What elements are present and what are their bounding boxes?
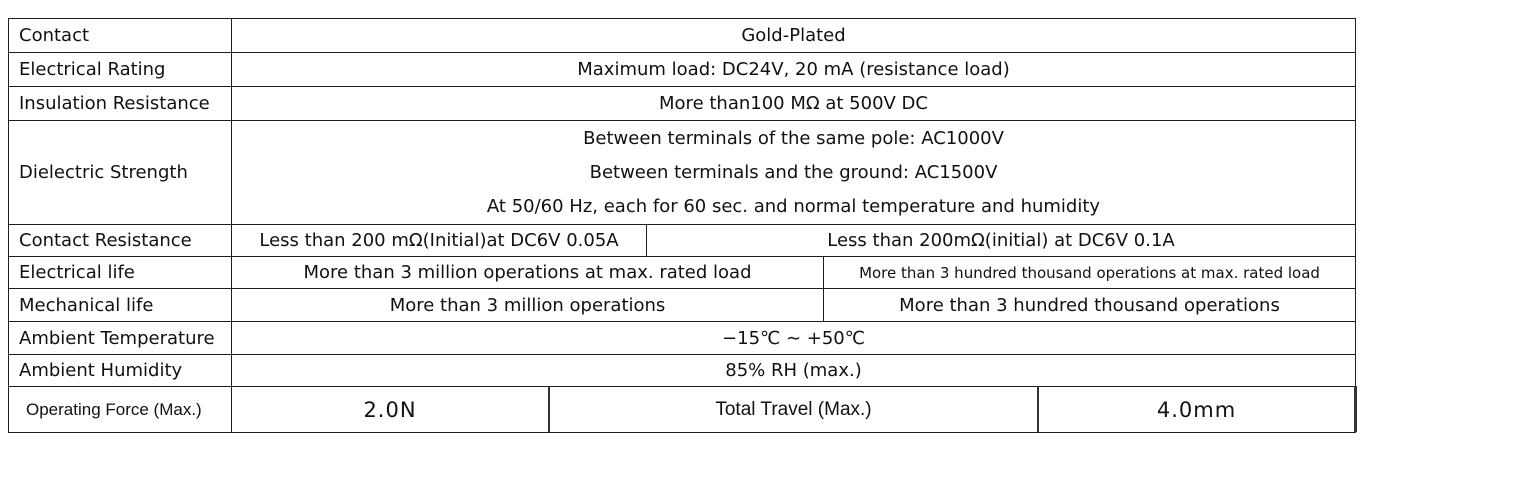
contact-resistance-value-1: Less than 200 mΩ(Initial)at DC6V 0.05A <box>259 230 619 251</box>
contact-resistance-label: Contact Resistance <box>19 230 192 251</box>
total-travel-label: Total Travel (Max.) <box>715 398 872 420</box>
ambient-humidity-label: Ambient Humidity <box>19 360 183 381</box>
spec-table <box>8 18 1356 432</box>
mechanical-life-label: Mechanical life <box>19 294 154 316</box>
ambient-humidity-value: 85% RH (max.) <box>725 360 862 381</box>
operating-force-value: 2.0N <box>363 397 417 422</box>
total-travel-value: 4.0mm <box>1156 397 1237 422</box>
dielectric-strength-label: Dielectric Strength <box>19 162 188 183</box>
insulation-resistance-value: More than100 MΩ at 500V DC <box>659 93 928 114</box>
table-right-border <box>1355 18 1356 432</box>
ambient-temperature-value: −15℃ ∼ +50℃ <box>722 327 865 349</box>
ambient-temperature-label: Ambient Temperature <box>19 327 215 349</box>
row-divider <box>8 432 1356 433</box>
dielectric-line-1: Between terminals of the same pole: AC1000V <box>583 127 1004 149</box>
insulation-resistance-label: Insulation Resistance <box>19 93 210 114</box>
dielectric-line-3: At 50/60 Hz, each for 60 sec. and normal temperature and humidity <box>486 196 1101 217</box>
dielectric-line-2: Between terminals and the ground: AC1500V <box>589 161 998 183</box>
mechanical-life-value-2: More than 3 hundred thousand operations <box>899 294 1280 316</box>
electrical-rating-label: Electrical Rating <box>19 59 166 80</box>
electrical-life-value-1: More than 3 million operations at max. rated load <box>303 262 752 283</box>
contact-label: Contact <box>19 25 90 46</box>
electrical-life-value-2: More than 3 hundred thousand operations at max. rated load <box>859 263 1320 282</box>
electrical-rating-value: Maximum load: DC24V, 20 mA (resistance load) <box>577 59 1010 80</box>
footer-right-border <box>1354 386 1357 432</box>
contact-value: Gold-Plated <box>741 25 846 46</box>
mechanical-life-value-1: More than 3 million operations <box>389 294 666 316</box>
electrical-life-label: Electrical life <box>19 262 135 283</box>
contact-resistance-value-2: Less than 200mΩ(initial) at DC6V 0.1A <box>827 230 1175 251</box>
operating-force-label: Operating Force (Max.) <box>26 399 202 419</box>
